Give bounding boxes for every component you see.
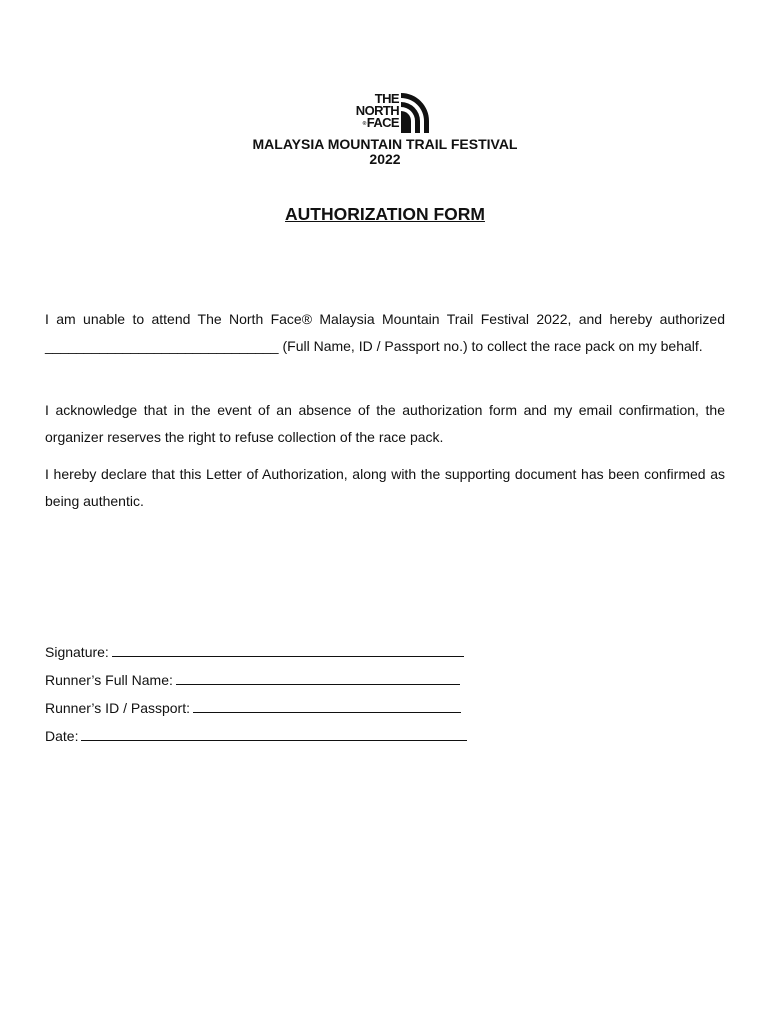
logo-wordmark <box>356 93 399 130</box>
logo-line-face <box>356 117 399 130</box>
full-name-label: Runner’s Full Name: <box>45 672 173 688</box>
date-label: Date: <box>45 728 79 744</box>
acknowledgement-paragraph: I acknowledge that in the event of an absence of the authorization form and my email confirmation, the organizer reserves the right to refuse collection of the race pack. <box>45 402 725 445</box>
registered-mark: ® <box>362 120 366 127</box>
event-year: 2022 <box>369 151 401 167</box>
the-north-face-logo <box>343 93 429 135</box>
half-dome-logo-icon <box>399 93 429 133</box>
declaration-paragraph: I hereby declare that this Letter of Authorization, along with the supporting document has been confirmed as being authentic. <box>45 466 725 509</box>
event-title <box>0 137 770 167</box>
logo-line-north: NORTH <box>355 103 399 118</box>
logo-face-text: FACE <box>366 115 399 130</box>
id-passport-field[interactable] <box>193 699 461 713</box>
event-name: MALAYSIA MOUNTAIN TRAIL FESTIVAL <box>252 136 518 152</box>
id-passport-label: Runner’s ID / Passport: <box>45 700 190 716</box>
id-passport-row <box>45 694 485 722</box>
full-name-field[interactable] <box>176 671 460 685</box>
signature-fields <box>45 638 485 750</box>
full-name-row <box>45 666 485 694</box>
signature-label: Signature: <box>45 644 109 660</box>
logo-line-the: THE <box>374 91 399 106</box>
authorization-paragraph: I am unable to attend The North Face® Malaysia Mountain Trail Festival 2022, and hereby authorized ______________________________ (Full Name, ID / Passport no.) to collect the race pack on my behalf. <box>45 311 725 354</box>
form-title: AUTHORIZATION FORM <box>285 204 485 224</box>
signature-field[interactable] <box>112 643 464 657</box>
date-field[interactable] <box>81 727 467 741</box>
date-row <box>45 722 485 750</box>
signature-row <box>45 638 485 666</box>
